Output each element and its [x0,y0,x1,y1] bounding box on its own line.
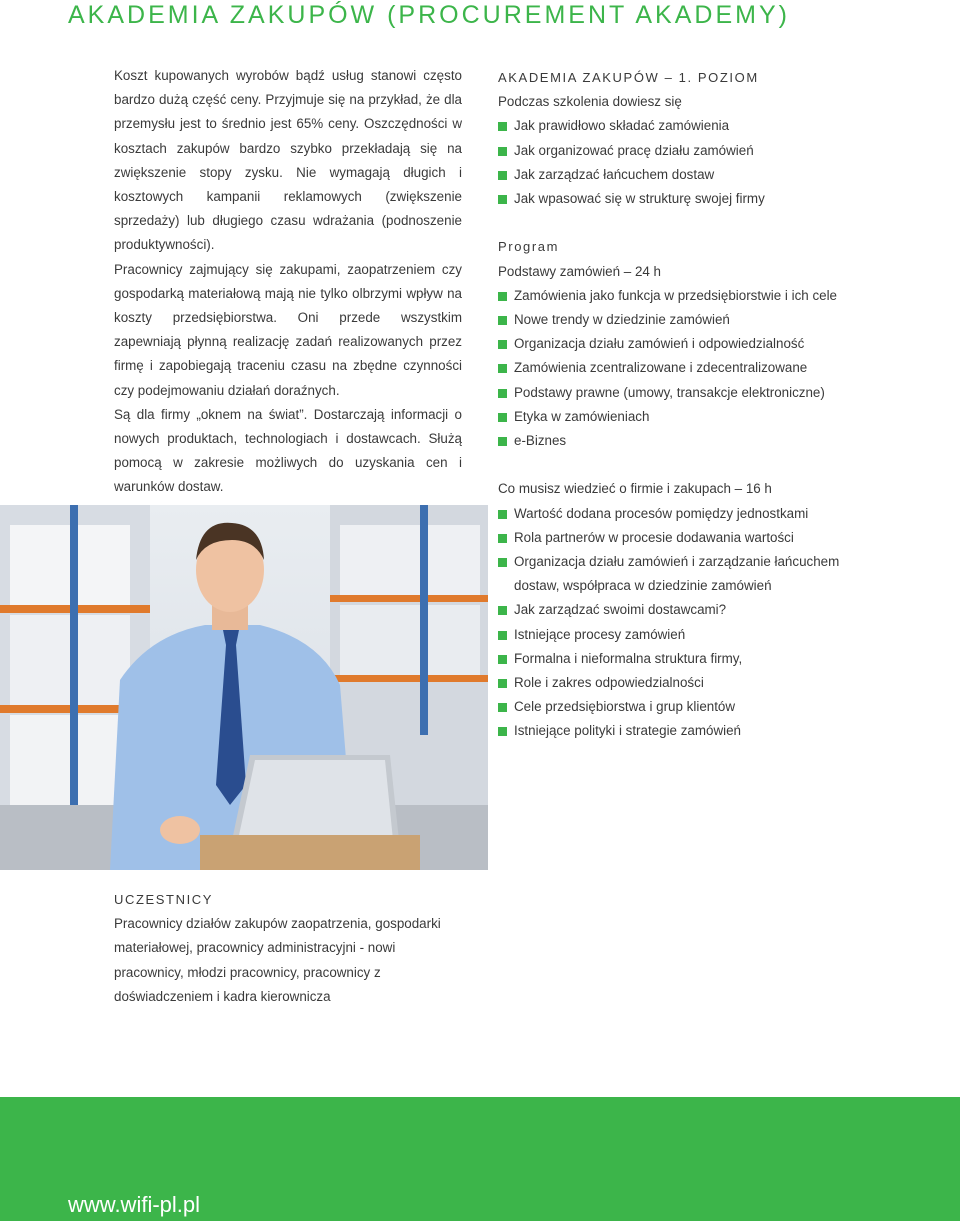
list-item-text: Formalna i nieformalna struktura firmy, [514,650,743,666]
list-item [498,550,864,598]
intro-paragraph: Koszt kupowanych wyrobów bądź usług stanowi często bardzo dużą część ceny. Przyjmuje się na przykład, że dla przemysłu jest to średnio jest 65% ceny. Oszczędności w kosztach zakupów bardzo szybko przekładają się na zwiększenie stopy zysku. Nie wymagają długich i kosztowych kampanii reklamowych (zwiększenie sprzedaży) lub długiego czasu wdrażania (podnoszenie produktywności). [114,68,462,253]
list-item-text: Podstawy prawne (umowy, transakcje elektroniczne) [514,384,825,400]
list-item [498,695,938,719]
bullet-square-icon [498,679,507,688]
list-item [498,332,938,356]
list-item [498,163,938,187]
list-item-text: Role i zakres odpowiedzialności [514,674,704,690]
level-lead: Podczas szkolenia dowiesz się [498,94,682,110]
list-item [498,671,938,695]
module1-list [498,284,938,453]
list-item-text: Wartość dodana procesów pomiędzy jednostkami [514,505,809,521]
page-title: AKADEMIA ZAKUPÓW (PROCUREMENT AKADEMY) [68,1,790,29]
list-item [498,405,938,429]
intro-text [114,64,462,500]
course-outline [498,66,938,744]
list-item [498,308,938,332]
list-item-text: Istniejące polityki i strategie zamówień [514,723,742,739]
bullet-square-icon [498,147,507,156]
list-item-text: Cele przedsiębiorstwa i grup klientów [514,699,736,715]
list-item [498,429,938,453]
list-item-text: Istniejące procesy zamówień [514,626,686,642]
list-item [498,187,938,211]
participants-section [114,888,462,1009]
bullet-square-icon [498,606,507,615]
list-item-text: Zamówienia jako funkcja w przedsiębiorstwie i ich cele [514,287,838,303]
bullet-square-icon [498,703,507,712]
level-list [498,114,938,211]
bullet-square-icon [498,413,507,422]
list-item [498,598,938,622]
list-item-text: Jak organizować pracę działu zamówień [514,142,754,158]
list-item [498,139,938,163]
module2-list [498,502,938,744]
bullet-square-icon [498,558,507,567]
bullet-square-icon [498,364,507,373]
list-item-text: Etyka w zamówieniach [514,408,650,424]
bullet-square-icon [498,122,507,131]
bullet-square-icon [498,292,507,301]
bullet-square-icon [498,437,507,446]
list-item [498,356,938,380]
list-item [498,284,938,308]
bullet-square-icon [498,316,507,325]
list-item-text: Jak prawidłowo składać zamówienia [514,118,730,134]
list-item-text: Jak zarządzać łańcuchem dostaw [514,166,715,182]
warehouse-worker-photo [0,505,488,870]
photo-illustration [0,505,488,870]
list-item-text: Organizacja działu zamówień i zarządzanie łańcuchem dostaw, współpraca w dziedzinie zamówień [514,553,840,594]
module2-title: Co musisz wiedzieć o firmie i zakupach – 16 h [498,481,772,497]
list-item-text: e-Biznes [514,432,567,448]
bullet-square-icon [498,340,507,349]
footer-url-link[interactable]: www.wifi-pl.pl [68,1192,201,1217]
intro-paragraph: Pracownicy zajmujący się zakupami, zaopatrzeniem czy gospodarką materiałową mają nie tylko olbrzymi wpływ na koszty przedsiębiorstwa. Oni przede wszystkim zapewniają płynną realizację zadań realizowanych przez firmę i zapobiegają traceniu czasu na zbędne czynności czy podejmowaniu działań doraźnych. [114,261,462,398]
list-item [498,719,938,743]
list-item [498,381,938,405]
list-item-text: Jak wpasować się w strukturę swojej firmy [514,190,765,206]
list-item-text: Rola partnerów w procesie dodawania wartości [514,529,794,545]
bullet-square-icon [498,510,507,519]
bullet-square-icon [498,534,507,543]
list-item-text: Jak zarządzać swoimi dostawcami? [514,602,727,618]
bullet-square-icon [498,389,507,398]
list-item [498,526,938,550]
list-item [498,114,938,138]
program-heading: Program [498,239,560,255]
list-item-text: Nowe trendy w dziedzinie zamówień [514,311,730,327]
participants-text: Pracownicy działów zakupów zaopatrzenia, gospodarki materiałowej, pracownicy administracyjni - nowi pracownicy, młodzi pracownicy, pracownicy z doświadczeniem i kadra kierownicza [114,916,441,1004]
bullet-square-icon [498,727,507,736]
bullet-square-icon [498,195,507,204]
intro-paragraph: Są dla firmy „oknem na świat”. Dostarczają informacji o nowych produktach, technologiach i dostawcach. Służą pomocą w zakresie możliwych do uzyskania cen i warunków dostaw. [114,406,462,495]
list-item-text: Zamówienia zcentralizowane i zdecentralizowane [514,360,808,376]
bullet-square-icon [498,655,507,664]
bullet-square-icon [498,171,507,180]
list-item [498,502,938,526]
list-item [498,647,938,671]
list-item-text: Organizacja działu zamówień i odpowiedzialność [514,336,805,352]
list-item [498,623,938,647]
participants-heading: UCZESTNICY [114,892,214,907]
module1-title: Podstawy zamówień – 24 h [498,263,662,279]
level-heading: AKADEMIA ZAKUPÓW – 1. POZIOM [498,70,759,85]
bullet-square-icon [498,631,507,640]
